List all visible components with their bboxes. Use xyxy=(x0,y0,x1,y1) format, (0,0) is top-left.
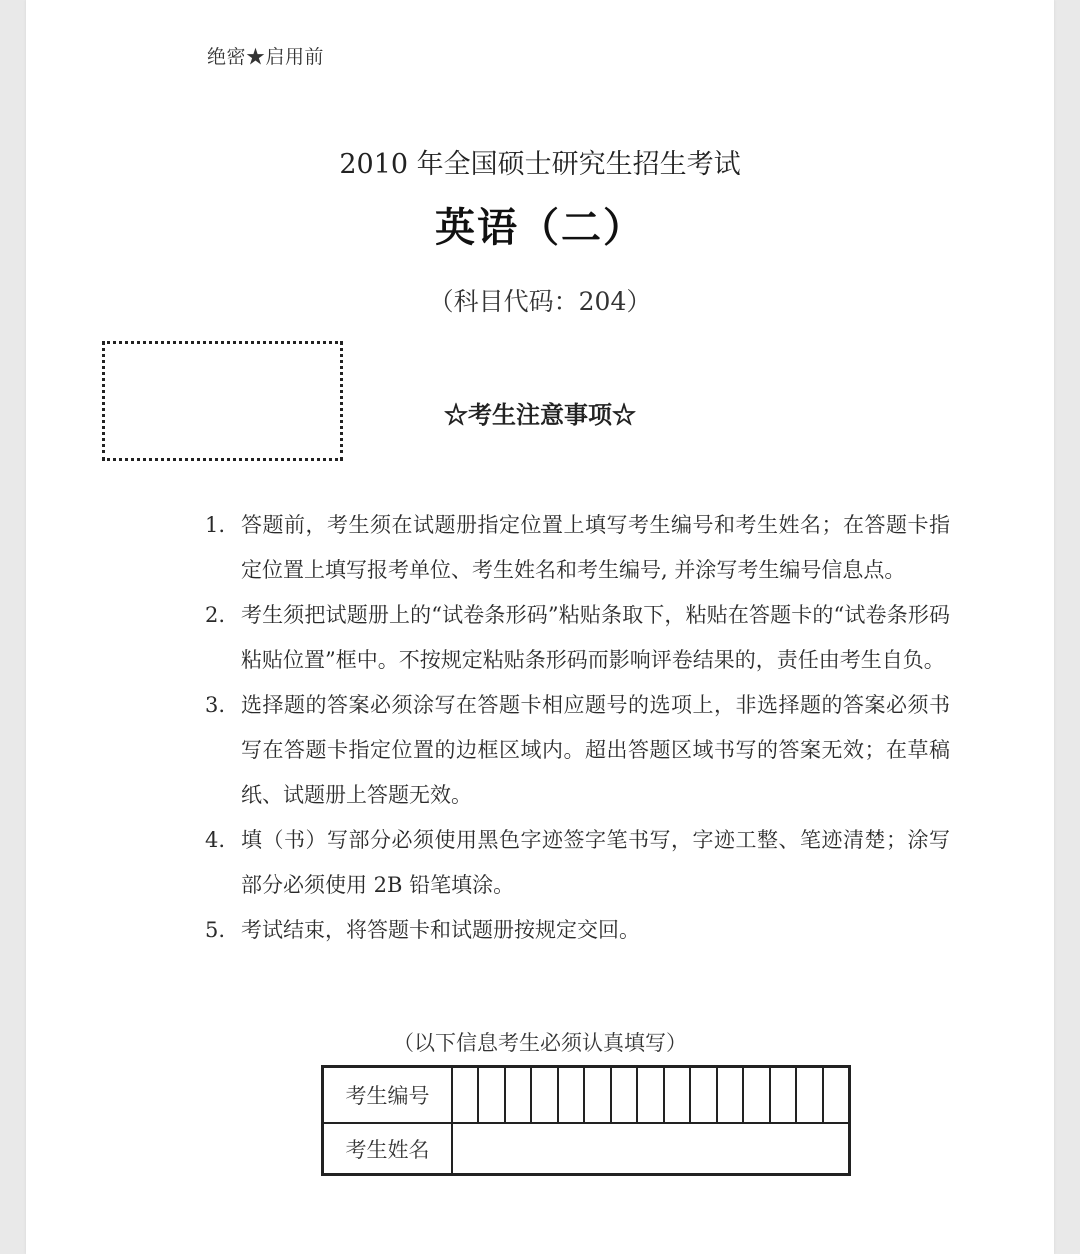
candidate-name-row xyxy=(324,1124,848,1173)
candidate-id-cells[interactable] xyxy=(453,1068,848,1122)
notice-item-number: 2. xyxy=(205,603,226,627)
exam-title: 2010 年全国硕士研究生招生考试 xyxy=(339,149,741,180)
subject-title: 英语（二） xyxy=(435,204,645,251)
candidate-id-label: 考生编号 xyxy=(324,1068,453,1122)
fill-instruction: （以下信息考生必须认真填写） xyxy=(393,1031,687,1055)
notice-item xyxy=(205,683,950,818)
candidate-id-digit-cell[interactable] xyxy=(771,1068,797,1122)
notice-item-number: 5. xyxy=(205,918,226,942)
candidate-id-row xyxy=(324,1068,848,1124)
candidate-id-digit-cell[interactable] xyxy=(532,1068,558,1122)
candidate-id-digit-cell[interactable] xyxy=(691,1068,717,1122)
notice-item xyxy=(205,503,950,593)
candidate-id-digit-cell[interactable] xyxy=(744,1068,770,1122)
candidate-id-digit-cell[interactable] xyxy=(506,1068,532,1122)
notice-item-text: 答题前，考生须在试题册指定位置上填写考生编号和考生姓名；在答题卡指定位置上填写报考单位、考生姓名和考生编号, 并涂写考生编号信息点。 xyxy=(241,513,950,582)
candidate-id-digit-cell[interactable] xyxy=(453,1068,479,1122)
candidate-info-table xyxy=(321,1065,851,1176)
notice-item-text: 考生须把试题册上的“试卷条形码”粘贴条取下，粘贴在答题卡的“试卷条形码粘贴位置”框中。不按规定粘贴条形码而影响评卷结果的，责任由考生自负。 xyxy=(241,603,950,672)
candidate-id-digit-cell[interactable] xyxy=(718,1068,744,1122)
notice-item-number: 4. xyxy=(205,828,226,852)
subject-code: （科目代码：204） xyxy=(428,287,652,316)
candidate-name-label: 考生姓名 xyxy=(324,1124,453,1173)
notice-item-text: 填（书）写部分必须使用黑色字迹签字笔书写，字迹工整、笔迹清楚；涂写部分必须使用 2B 铅笔填涂。 xyxy=(241,828,950,897)
candidate-id-digit-cell[interactable] xyxy=(559,1068,585,1122)
candidate-id-digit-cell[interactable] xyxy=(638,1068,664,1122)
candidate-id-digit-cell[interactable] xyxy=(824,1068,848,1122)
notice-item xyxy=(205,908,950,953)
candidate-id-digit-cell[interactable] xyxy=(585,1068,611,1122)
notice-item-number: 1. xyxy=(205,513,226,537)
candidate-id-digit-cell[interactable] xyxy=(612,1068,638,1122)
candidate-id-digit-cell[interactable] xyxy=(797,1068,823,1122)
candidate-id-digit-cell[interactable] xyxy=(479,1068,505,1122)
notice-item xyxy=(205,818,950,908)
notice-item xyxy=(205,593,950,683)
notice-item-number: 3. xyxy=(205,693,226,717)
notice-item-text: 选择题的答案必须涂写在答题卡相应题号的选项上，非选择题的答案必须书写在答题卡指定位置的边框区域内。超出答题区域书写的答案无效；在草稿纸、试题册上答题无效。 xyxy=(241,693,950,807)
notice-list xyxy=(205,503,950,953)
notice-item-text: 考试结束，将答题卡和试题册按规定交回。 xyxy=(241,918,640,942)
candidate-name-field[interactable] xyxy=(453,1124,848,1173)
notice-title: ☆考生注意事项☆ xyxy=(444,400,636,429)
candidate-id-digit-cell[interactable] xyxy=(665,1068,691,1122)
confidential-mark: 绝密★启用前 xyxy=(207,46,325,68)
